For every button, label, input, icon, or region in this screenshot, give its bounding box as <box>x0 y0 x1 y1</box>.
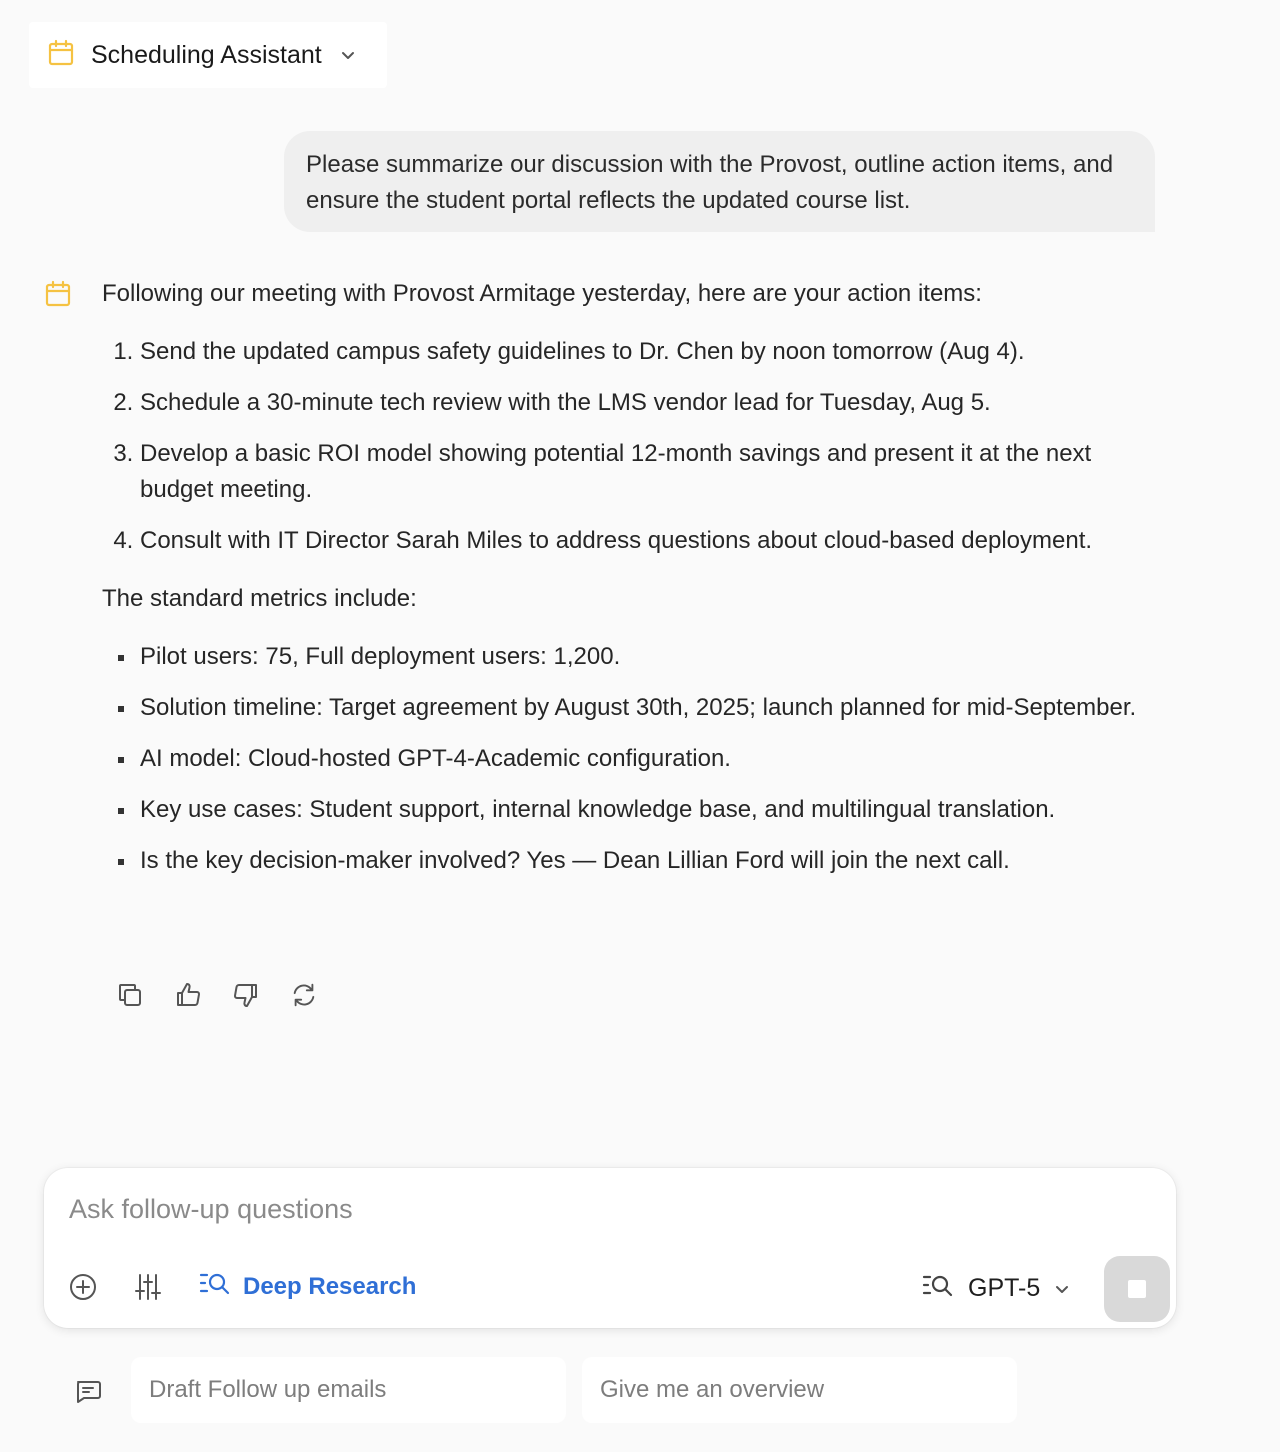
model-label: GPT-5 <box>968 1274 1041 1302</box>
deep-research-label: Deep Research <box>243 1272 417 1300</box>
assistant-avatar-calendar-icon <box>44 280 72 313</box>
copy-icon[interactable] <box>116 980 144 1010</box>
metrics-heading: The standard metrics include: <box>102 585 417 612</box>
metric-item: Solution timeline: Target agreement by August 30th, 2025; launch planned for mid-September. <box>140 690 1162 726</box>
suggestion-chat-icon <box>74 1378 102 1409</box>
deep-research-icon <box>199 1270 231 1303</box>
model-selector[interactable] <box>922 1272 1070 1305</box>
prompt-input[interactable] <box>69 1194 1069 1225</box>
metrics-list <box>102 639 1162 879</box>
suggestion-chip[interactable]: Draft Follow up emails <box>131 1357 566 1423</box>
stop-icon <box>1128 1280 1146 1298</box>
composer <box>44 1168 1176 1328</box>
metric-item: Pilot users: 75, Full deployment users: 1,200. <box>140 639 1162 675</box>
thumbs-up-icon[interactable] <box>174 980 202 1010</box>
assistant-selector[interactable] <box>29 22 387 88</box>
assistant-name: Scheduling Assistant <box>91 40 322 69</box>
message-actions <box>116 980 318 1010</box>
thumbs-down-icon[interactable] <box>232 980 260 1010</box>
assistant-intro: Following our meeting with Provost Armitage yesterday, here are your action items: <box>102 280 982 307</box>
chevron-down-icon <box>1054 1281 1070 1297</box>
action-item: 2. Schedule a 30-minute tech review with the LMS vendor lead for Tuesday, Aug 5. <box>140 385 1162 421</box>
calendar-icon <box>47 39 75 72</box>
action-item: 4. Consult with IT Director Sarah Miles to address questions about cloud-based deployment. <box>140 523 1162 559</box>
action-item: 1. Send the updated campus safety guidelines to Dr. Chen by noon tomorrow (Aug 4). <box>140 334 1162 370</box>
suggestion-chip[interactable]: Give me an overview <box>582 1357 1017 1423</box>
action-item: 3. Develop a basic ROI model showing potential 12-month savings and present it at the next budget meeting. <box>140 436 1162 508</box>
chevron-down-icon[interactable] <box>340 47 356 63</box>
add-icon[interactable] <box>68 1272 98 1302</box>
regenerate-icon[interactable] <box>290 980 318 1010</box>
metric-item: Key use cases: Student support, internal knowledge base, and multilingual translation. <box>140 792 1162 828</box>
stop-button[interactable] <box>1104 1256 1170 1322</box>
metric-item: Is the key decision-maker involved? Yes — Dean Lillian Ford will join the next call. <box>140 843 1162 879</box>
user-message: Please summarize our discussion with the Provost, outline action items, and ensure the student portal reflects the updated course list. <box>284 131 1155 232</box>
deep-research-button[interactable] <box>199 1270 416 1303</box>
assistant-message <box>102 276 1162 894</box>
metric-item: AI model: Cloud-hosted GPT-4-Academic configuration. <box>140 741 1162 777</box>
action-items-list <box>102 334 1162 559</box>
settings-sliders-icon[interactable] <box>133 1272 163 1302</box>
model-search-icon <box>922 1272 954 1305</box>
